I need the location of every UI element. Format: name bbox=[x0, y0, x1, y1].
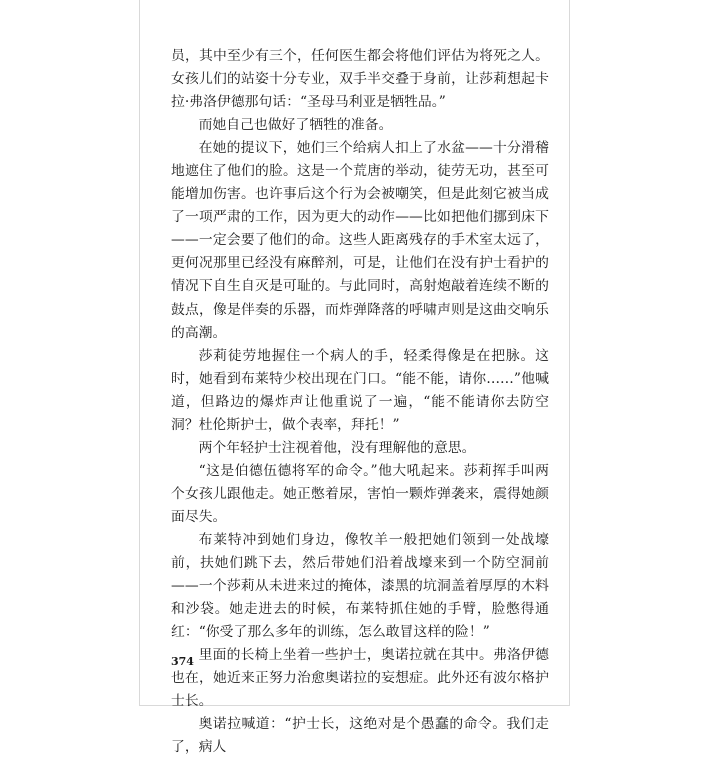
paragraph-8: 里面的长椅上坐着一些护士，奥诺拉就在其中。弗洛伊德也在，她近来正努力治愈奥诺拉的妄想症。此外还有波尔格护士长。 bbox=[171, 647, 549, 710]
book-page bbox=[140, 0, 569, 756]
paragraph-1: 员，其中至少有三个，任何医生都会将他们评估为将死之人。女孩儿们的站姿十分专业，双手半交叠于身前，让莎莉想起卡拉·弗洛伊德那句话：“圣母马利亚是牺牲品。” bbox=[171, 48, 549, 111]
page-number: 374 bbox=[171, 655, 194, 668]
paragraph-4: 莎莉徒劳地握住一个病人的手，轻柔得像是在把脉。这时，她看到布莱特少校出现在门口。“能不能，请你……”他喊道，但路边的爆炸声让他重说了一遍，“能不能请你去防空洞？杜伦斯护士，做个表率，拜托！” bbox=[171, 347, 549, 433]
paragraph-5: 两个年轻护士注视着他，没有理解他的意思。 bbox=[198, 439, 476, 456]
paragraph-6: “这是伯德伍德将军的命令。”他大吼起来。莎莉挥手叫两个女孩儿跟他走。她正憋着尿，害怕一颗炸弹袭来，震得她颜面尽失。 bbox=[171, 462, 549, 525]
paragraph-3: 在她的提议下，她们三个给病人扣上了水盆——十分滑稽地遮住了他们的脸。这是一个荒唐的举动，徒劳无功，甚至可能增加伤害。也许事后这个行为会被嘲笑，但是此刻它被当成了一项严肃的工作，因为更大的动作——比如把他们挪到床下——一定会要了他们的命。这些人距离残存的手术室太远了，更何况那里已经没有麻醉剂，可是，让他们在没有护士看护的情况下自生自灭是可耻的。与此同时，高射炮敲着连续不断的鼓点，像是伴奏的乐器，而炸弹降落的呼啸声则是这曲交响乐的高潮。 bbox=[171, 140, 549, 341]
paragraph-7: 布莱特冲到她们身边，像牧羊一般把她们领到一处战壕前，扶她们跳下去，然后带她们沿着战壕来到一个防空洞前——一个莎莉从未进来过的掩体，漆黑的坑洞盖着厚厚的木料和沙袋。她走进去的时候，布莱特抓住她的手臂，脸憋得通红：“你受了那么多年的训练，怎么敢冒这样的险！” bbox=[171, 531, 549, 641]
body-text bbox=[171, 45, 549, 759]
paragraph-9: 奥诺拉喊道：“护士长，这绝对是个愚蠢的命令。我们走了，病人 bbox=[171, 716, 549, 756]
paragraph-2: 而她自己也做好了牺牲的准备。 bbox=[198, 117, 393, 134]
